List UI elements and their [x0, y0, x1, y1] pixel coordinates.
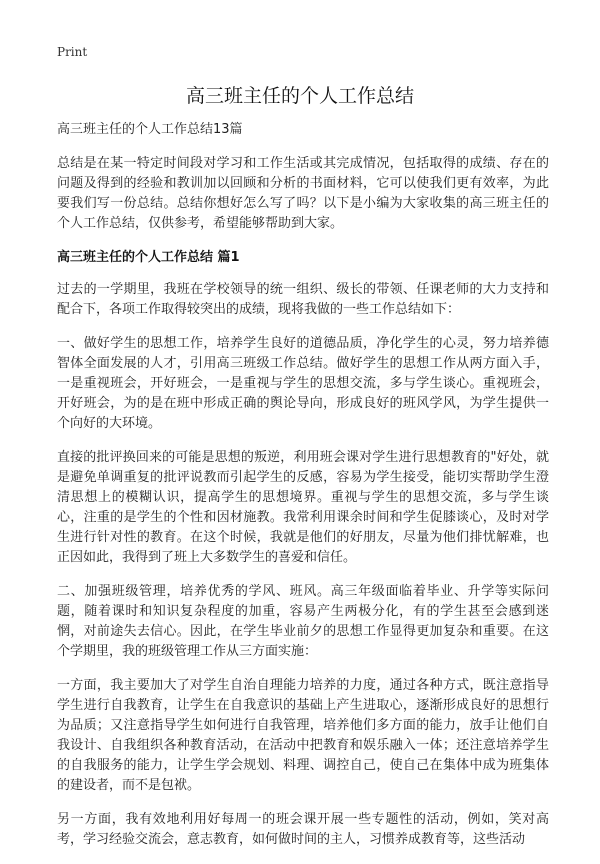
print-link[interactable]: Print [57, 45, 88, 59]
page-title: 高三班主任的个人工作总结 [185, 85, 414, 107]
paragraph-3: 直接的批评换回来的可能是思想的叛逆，利用班会课对学生进行思想教育的"好处，就是避免单调重复的批评说教而引起学生的反感，容易为学生接受，能切实帮助学生澄清思想上的模糊认识，提高学生的思想境界。重视与学生的思想交流，多与学生谈心，注重的是学生的个性和因材施教。我常利用课余时间和学生促膝谈心，及时对学生进行针对性的教育。在这个时候，我就是他们的好朋友，尽量为他们排忧解难，也正因如此，我得到了班上大多数学生的喜爱和信任。 [57, 450, 549, 565]
paragraph-2: 一、做好学生的思想工作，培养学生良好的道德品质，净化学生的心灵，努力培养德智体全面发展的人才，引用高三班级工作总结。做好学生的思想工作从两方面入手，一是重视班会，开好班会，一是重视与学生的思想交流，多与学生谈心。重视班会，开好班会，为的是在班中形成正确的舆论导向，形成良好的班风学风，为学生提供一个向好的大环境。 [57, 336, 549, 431]
article-subtitle: 高三班主任的个人工作总结13篇 [57, 122, 243, 137]
section-heading: 高三班主任的个人工作总结 篇1 [57, 250, 240, 265]
paragraph-1: 过去的一学期里，我班在学校领导的统一组织、级长的带领、任课老师的大力支持和配合下，各项工作取得较突出的成绩，现将我做的一些工作总结如下： [57, 282, 549, 317]
intro-paragraph: 总结是在某一特定时间段对学习和工作生活或其完成情况，包括取得的成绩、存在的问题及得到的经验和教训加以回顾和分析的书面材料，它可以使我们更有效率，为此要我们写一份总结。总结你想好怎么写了吗？以下是小编为大家收集的高三班主任的个人工作总结，仅供参考，希望能够帮助到大家。 [57, 156, 549, 231]
article-body [57, 120, 549, 864]
paragraph-6: 另一方面，我有效地利用好每周一的班会课开展一些专题性的活动，例如，笑对高考，学习经验交流会，意志教育，如何做时间的主人，习惯养成教育等，这些活动 [57, 812, 549, 847]
paragraph-4: 二、加强班级管理，培养优秀的学风、班风。高三年级面临着毕业、升学等实际问题，随着课时和知识复杂程度的加重，容易产生两极分化，有的学生甚至会感到迷惘，对前途失去信心。因此，在学生毕业前夕的思想工作显得更加复杂和重要。在这个学期里，我的班级管理工作从三方面实施： [57, 584, 549, 659]
paragraph-5: 一方面，我主要加大了对学生自治自理能力培养的力度，通过各种方式，既注意指导学生进行自我教育，让学生在自我意识的基础上产生进取心，逐渐形成良好的思想行为品质；又注意指导学生如何进行自我管理，培养他们多方面的能力，放手让他们自我设计、自我组织各种教育活动，在活动中把教育和娱乐融入一体；还注意培养学生的自我服务的能力，让学生学会规划、料理、调控自己，使自己在集体中成为班集体的建设者，而不是包袱。 [57, 678, 549, 793]
